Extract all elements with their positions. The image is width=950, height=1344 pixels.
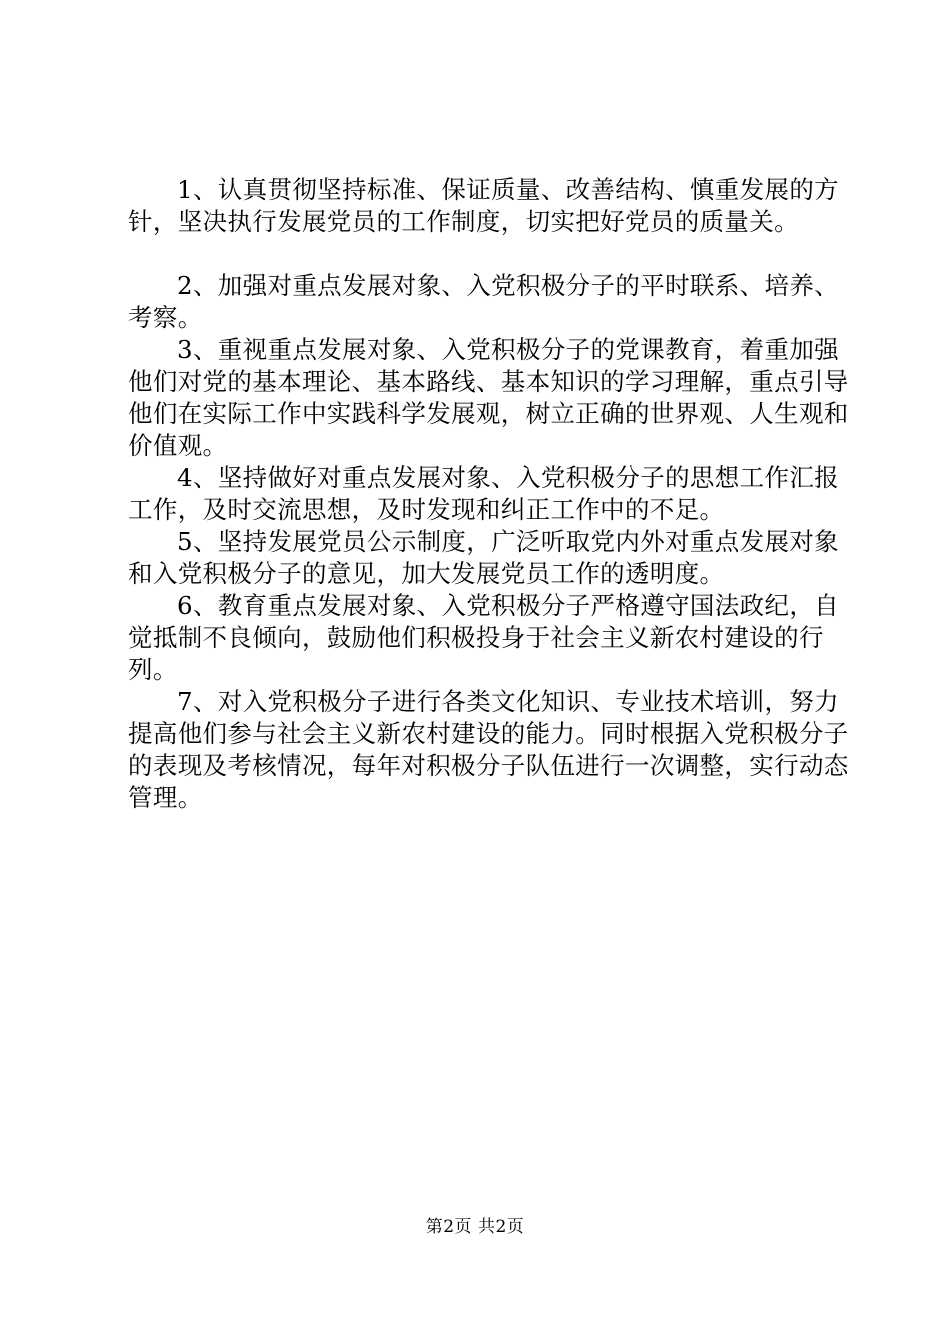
paragraph-4: 4、坚持做好对重点发展对象、入党积极分子的思想工作汇报工作，及时交流思想，及时发现和纠正工作中的不足。	[128, 463, 840, 524]
paragraph-5: 5、坚持发展党员公示制度，广泛听取党内外对重点发展对象和入党积极分子的意见，加大发展党员工作的透明度。	[128, 527, 840, 588]
paragraph-2: 2、加强对重点发展对象、入党积极分子的平时联系、培养、考察。	[128, 271, 840, 332]
document-body	[128, 174, 858, 814]
paragraph-3: 3、重视重点发展对象、入党积极分子的党课教育，着重加强他们对党的基本理论、基本路线、基本知识的学习理解，重点引导他们在实际工作中实践科学发展观，树立正确的世界观、人生观和价值观。	[128, 335, 849, 460]
paragraph-7: 7、对入党积极分子进行各类文化知识、专业技术培训，努力提高他们参与社会主义新农村建设的能力。同时根据入党积极分子的表现及考核情况，每年对积极分子队伍进行一次调整，实行动态管理。	[128, 687, 849, 812]
page-number-footer: 第2页 共2页	[425, 1217, 525, 1237]
paragraph-1: 1、认真贯彻坚持标准、保证质量、改善结构、慎重发展的方针，坚决执行发展党员的工作制度，切实把好党员的质量关。	[128, 175, 840, 236]
paragraph-6: 6、教育重点发展对象、入党积极分子严格遵守国法政纪，自觉抵制不良倾向，鼓励他们积极投身于社会主义新农村建设的行列。	[128, 591, 840, 684]
